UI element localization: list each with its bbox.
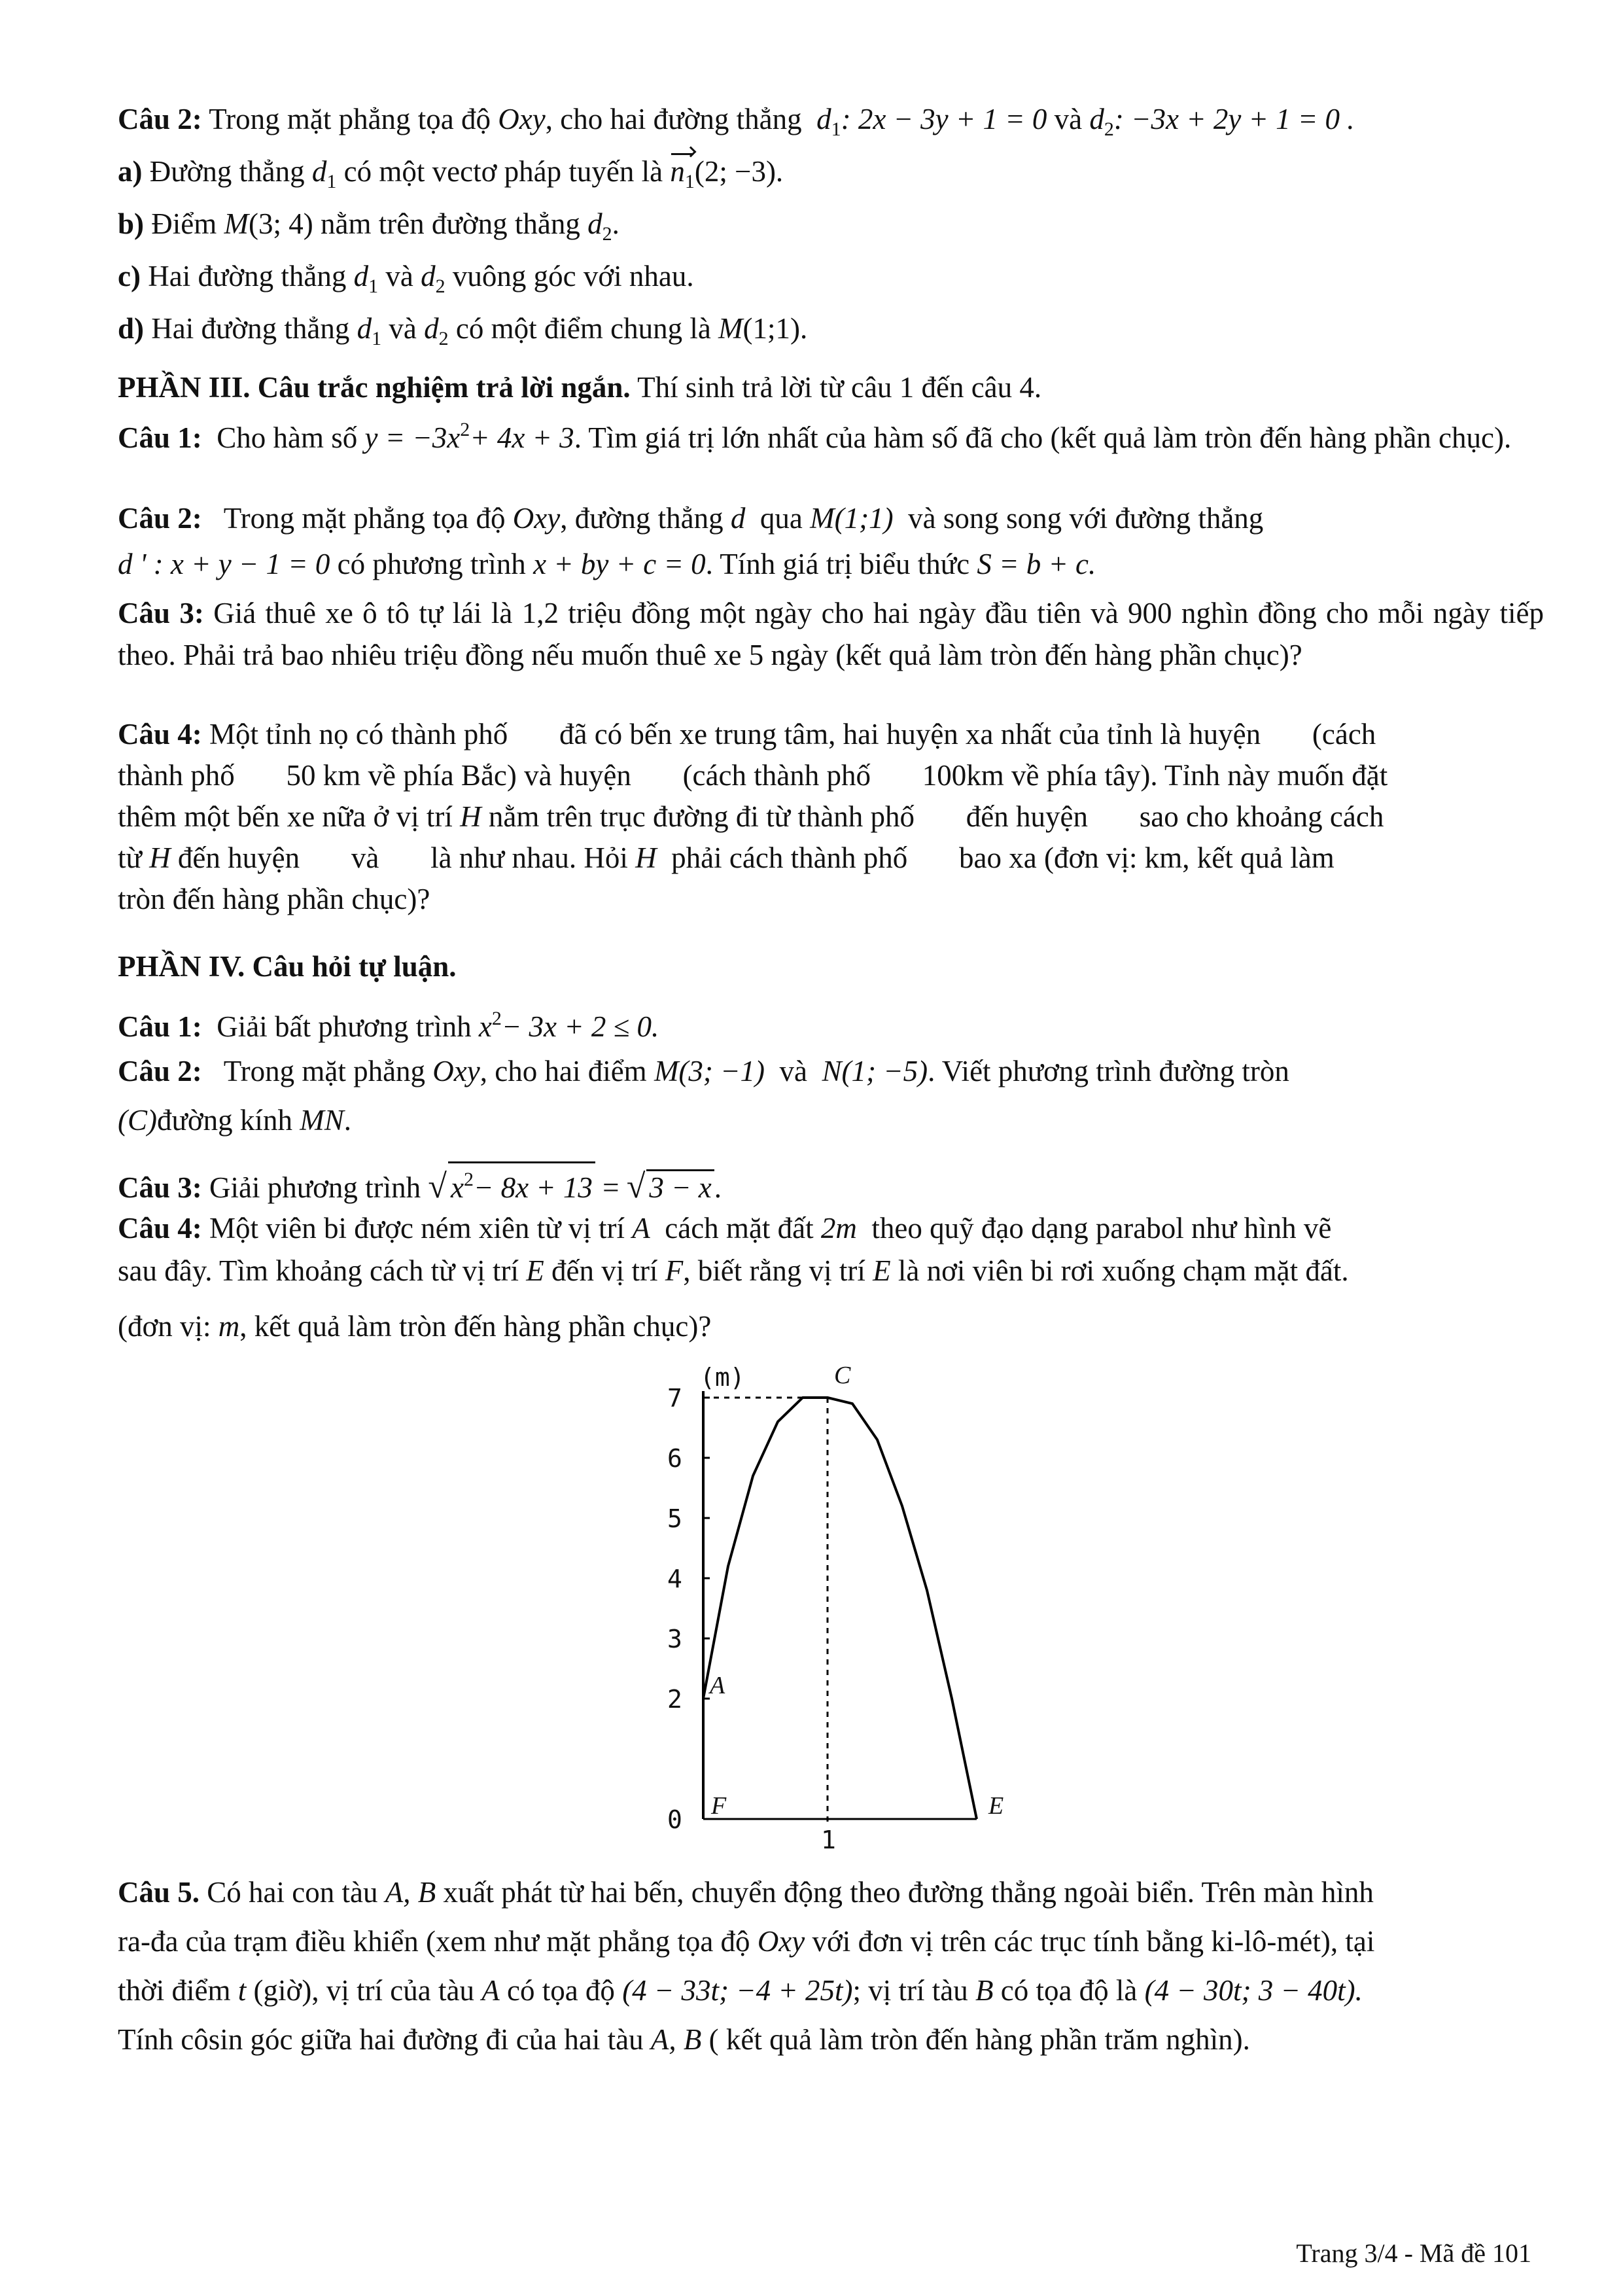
unit-label: (m)	[700, 1363, 745, 1392]
p2-q2-b: b) Điểm M(3; 4) nằm trên đường thẳng $d_2$.	[118, 207, 620, 245]
p3-q2: Câu 2: Trong mặt phẳng tọa độ Oxy, đường thẳng d qua M(1;1) và song song với đường thẳng	[118, 502, 1264, 535]
y-tick-label: 7	[667, 1384, 682, 1413]
page-footer: Trang 3/4 - Mã đề 101	[1296, 2238, 1531, 2268]
p2-q2-a: a) Đường thẳng $d_1$ có một vectơ pháp tuyến là $n_1(2$; −3).	[118, 150, 1544, 203]
p4-q1: Câu 1: Giải bất phương trình $x^2- 3x + 2 \le 0$.	[118, 1008, 659, 1043]
p4-q5-line2: ra-đa của trạm điều khiển (xem như mặt phẳng tọa độ Oxy với đơn vị trên các trục tính bằng ki-lô-mét), tại	[118, 1925, 1375, 1958]
p3-q4-line5: tròn đến hàng phần chục)?	[118, 883, 430, 915]
p2-q2-d: d) Hai đường thẳng $d_1$ và $d_2$ có một điểm chung là M(1;1).	[118, 312, 808, 349]
p4-q4: Câu 4: Một viên bi được ném xiên từ vị trí A cách mặt đất 2m theo quỹ đạo dạng parabol như hình vẽ	[118, 1212, 1332, 1245]
p4-q2: Câu 2: Trong mặt phẳng Oxy, cho hai điểm M(3; −1) và N(1; −5). Viết phương trình đường tròn	[118, 1055, 1289, 1087]
p4-q5-line3: thời điểm t (giờ), vị trí của tàu A có tọa độ (4 − 33t; −4 + 25t); vị trí tàu B có tọa độ là (4 − 30t; 3 − 40t).	[118, 1974, 1363, 2007]
p3-q4-line1: Câu 4: Một tỉnh nọ có thành phố đã có bến xe trung tâm, hai huyện xa nhất của tỉnh là huyện (cách	[118, 718, 1376, 751]
p3-q3: Câu 3: Giá thuê xe ô tô tự lái là 1,2 triệu đồng một ngày cho hai ngày đầu tiên và 900 nghìn đồng cho mỗi ngày tiếp theo. Phải trả bao nhiêu triệu đồng nếu muốn thuê xe 5 ngày (kết quả làm tròn đến hàng phần chục)?	[118, 597, 1544, 671]
point-label-a: A	[710, 1672, 725, 1699]
y-tick-label: 4	[667, 1564, 682, 1593]
p4-q4-line3: (đơn vị: m, kết quả làm tròn đến hàng phần chục)?	[118, 1310, 712, 1343]
trajectory-curve	[703, 1398, 977, 1819]
p4-q5: Câu 5. Có hai con tàu A, B xuất phát từ hai bến, chuyển động theo đường thẳng ngoài biển. Trên màn hình	[118, 1876, 1374, 1909]
p2-q2-c: c) Hai đường thẳng $d_1$ và $d_2$ vuông góc với nhau.	[118, 260, 694, 297]
p3-q1: Câu 1: Cho hàm số $y = -3x^2+ 4x + 3$. Tìm giá trị lớn nhất của hàm số đã cho (kết quả làm tròn đến hàng phần chục).	[118, 419, 1512, 454]
p2-q2-stem: Câu 2: Trong mặt phẳng tọa độ Oxy, cho hai đường thẳng $d_1$: 2x − 3y + 1 = 0 và $d_2$: −3x + 2y + 1 = 0 .	[118, 103, 1355, 140]
p4-q2-cont: (C)đường kính MN.	[118, 1104, 351, 1137]
part3-heading: PHẦN III. Câu trắc nghiệm trả lời ngắn. Thí sinh trả lời từ câu 1 đến câu 4.	[118, 371, 1042, 404]
y-tick-label: 6	[667, 1444, 682, 1473]
vector-n1: $n_1$	[670, 150, 695, 203]
p4-q5-line4: Tính côsin góc giữa hai đường đi của hai tàu A, B ( kết quả làm tròn đến hàng phần trăm nghìn).	[118, 2023, 1250, 2056]
p3-q4-line3: thêm một bến xe nữa ở vị trí H nằm trên trục đường đi từ thành phố đến huyện sao cho khoảng cách	[118, 800, 1384, 833]
y-tick-label: 0	[667, 1805, 682, 1834]
point-label-e: E	[988, 1792, 1004, 1820]
part4-heading: PHẦN IV. Câu hỏi tự luận.	[118, 950, 457, 983]
p3-q4-line4: từ H đến huyện và là như nhau. Hỏi H phải cách thành phố bao xa (đơn vị: km, kết quả làm	[118, 841, 1335, 874]
y-tick-label: 3	[667, 1625, 682, 1653]
point-label-f: F	[711, 1792, 727, 1820]
x-tick-label: 1	[821, 1826, 836, 1854]
point-label-c: C	[834, 1362, 851, 1389]
p4-q3: Câu 3: Giải phương trình √ $x^2- 8x + 13$ = √ 3 − x.	[118, 1161, 1544, 1209]
p3-q4-line2: thành phố 50 km về phía Bắc) và huyện (cách thành phố 100km về phía tây). Tỉnh này muốn đặt	[118, 759, 1388, 792]
p3-q2-cont: d ' : x + y − 1 = 0 có phương trình x + by + c = 0. Tính giá trị biểu thức S = b + c.	[118, 548, 1096, 580]
p4-q4-line2: sau đây. Tìm khoảng cách từ vị trí E đến vị trí F, biết rằng vị trí E là nơi viên bi rơi xuống chạm mặt đất.	[118, 1254, 1349, 1287]
y-tick-label: 2	[667, 1685, 682, 1714]
y-tick-label: 5	[667, 1504, 682, 1533]
